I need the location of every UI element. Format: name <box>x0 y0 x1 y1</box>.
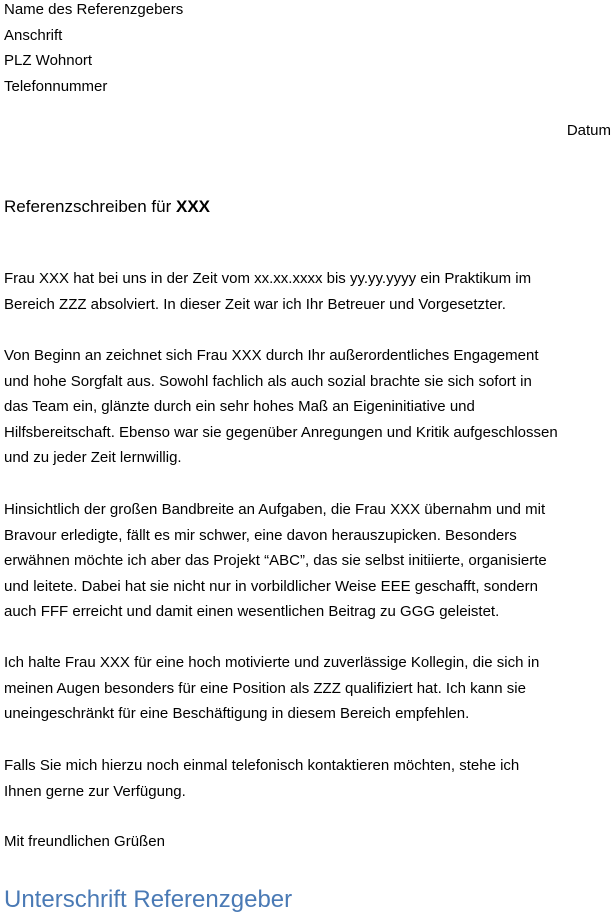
text-line: meinen Augen besonders für eine Position als ZZZ qualifiziert hat. Ich kann sie <box>4 679 526 697</box>
title-name: XXX <box>175 197 211 216</box>
text-line: Hilfsbereitschaft. Ebenso war sie gegenüber Anregungen und Kritik aufgeschlossen <box>4 423 558 441</box>
sender-street: Anschrift <box>4 26 63 44</box>
text-line: erwähnen möchte ich aber das Projekt “ABC”, das sie selbst initiierte, organisierte <box>4 552 547 569</box>
text-line: uneingeschränkt für eine Beschäftigung in diesem Bereich empfehlen. <box>4 705 470 722</box>
paragraph-4 <box>4 650 613 727</box>
sender-address <box>4 0 613 99</box>
text-line: auch FFF erreicht und damit einen wesentlichen Beitrag zu GGG geleistet. <box>4 603 500 620</box>
date: Datum <box>566 122 611 139</box>
text-line: Bravour erledigte, fällt es mir schwer, eine davon herauszupicken. Besonders <box>4 526 517 544</box>
paragraph-1 <box>4 266 613 317</box>
text-line: und hohe Sorgfalt aus. Sowohl fachlich als auch sozial brachte sie sich sofort in <box>4 372 532 390</box>
closing-text: Mit freundlichen Grüßen <box>4 833 165 850</box>
text-line: Bereich ZZZ absolviert. In dieser Zeit war ich Ihr Betreuer und Vorgesetzter. <box>4 295 506 313</box>
text-line: Frau XXX hat bei uns in der Zeit vom xx.xx.xxxx bis yy.yy.yyyy ein Praktikum im <box>4 270 532 287</box>
letter-title <box>4 194 210 219</box>
paragraph-2 <box>4 343 613 471</box>
text-line: Falls Sie mich hierzu noch einmal telefonisch kontaktieren möchten, stehe ich <box>4 757 520 774</box>
sender-name: Name des Referenzgebers <box>4 1 184 18</box>
sender-phone: Telefonnummer <box>4 77 108 95</box>
paragraph-5 <box>4 753 613 804</box>
paragraph-3 <box>4 497 613 625</box>
signature: Unterschrift Referenzgeber <box>4 886 293 913</box>
closing <box>4 829 613 855</box>
text-line: Ihnen gerne zur Verfügung. <box>4 782 186 800</box>
text-line: Ich halte Frau XXX für eine hoch motivierte und zuverlässige Kollegin, die sich in <box>4 654 540 671</box>
text-line: Hinsichtlich der großen Bandbreite an Aufgaben, die Frau XXX übernahm und mit <box>4 501 546 518</box>
sender-city: PLZ Wohnort <box>4 52 93 69</box>
title-text: Referenzschreiben für <box>4 197 176 216</box>
text-line: Von Beginn an zeichnet sich Frau XXX durch Ihr außerordentliches Engagement <box>4 347 539 364</box>
text-line: das Team ein, glänzte durch ein sehr hohes Maß an Eigeninitiative und <box>4 398 475 415</box>
text-line: und leitete. Dabei hat sie nicht nur in vorbildlicher Weise EEE geschafft, sondern <box>4 577 538 595</box>
text-line: und zu jeder Zeit lernwillig. <box>4 449 182 466</box>
